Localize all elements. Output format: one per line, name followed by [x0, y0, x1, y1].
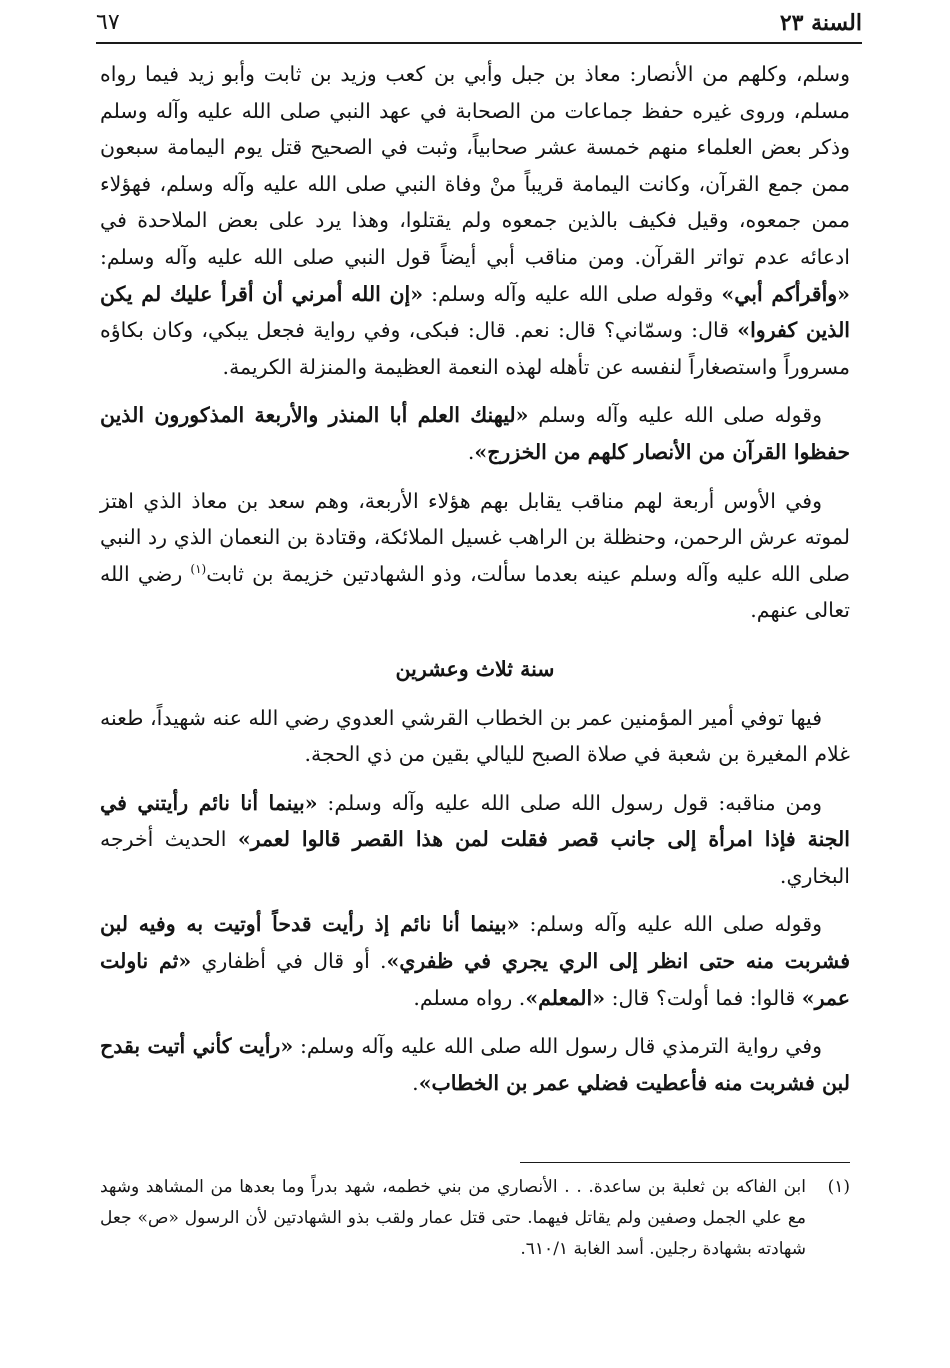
- page-number: ٦٧: [96, 10, 120, 35]
- paragraph-punct: .: [412, 1070, 419, 1095]
- paragraph-text: . أو قال في أظفاري: [201, 949, 387, 974]
- hadith-quote: «ليهنك العلم أبا المنذر والأربعة المذكورون الذين حفظوا القرآن من الأنصار كلهم من الخزرج»: [100, 403, 850, 464]
- paragraph-text: رضي الله تعالى عنهم.: [100, 561, 850, 623]
- paragraph-umar-milk: [100, 906, 850, 1016]
- paragraph-ubayy: [100, 56, 850, 385]
- paragraph-punct: .: [467, 439, 475, 464]
- paragraph-text: وفي رواية الترمذي قال رسول الله صلى الله عليه وآله وسلم:: [299, 1034, 822, 1059]
- hadith-quote: «المعلم»: [525, 985, 606, 1010]
- hadith-quote: «رأيت كأني أتيت بقدح لبن فشربت منه فأعطيت فضلي عمر بن الخطاب»: [100, 1034, 850, 1095]
- footnote-number: (١): [827, 1177, 850, 1197]
- paragraph-tirmidhi: [100, 1028, 850, 1101]
- paragraph-aws: [100, 483, 850, 629]
- footnote-divider: [520, 1162, 850, 1163]
- footnote-reference: (١): [190, 561, 207, 576]
- running-header: [96, 8, 862, 44]
- hadith-quote: «وأقرأكم أبي»: [721, 281, 850, 306]
- main-text: [100, 56, 850, 1101]
- running-title: السنة ٢٣: [779, 10, 862, 36]
- paragraph-umar-death: [100, 700, 850, 773]
- hadith-quote: «ثم ناولت عمر»: [100, 949, 850, 1010]
- hadith-quote: «بينما أنا نائم إذ رأيت قدحاً أوتيت به وفيه لبن فشربت منه حتى انظر إلى الري يجري في ظفري»: [100, 912, 850, 974]
- paragraph-text: الحديث أخرجه البخاري.: [100, 827, 850, 888]
- paragraph-text: فيها توفي أمير المؤمنين عمر بن الخطاب القرشي العدوي رضي الله عنه شهيداً، طعنه غلام المغيرة بن شعبة في صلاة الصبح لليالي بقين من ذي الحجة.: [100, 705, 850, 767]
- section-heading: سنة ثلاث وعشرين: [395, 656, 555, 681]
- paragraph-text: قالوا: فما أولت؟ قال:: [611, 985, 796, 1010]
- footnote-text: ابن الفاكه بن ثعلبة بن ساعدة. . . الأنصاري من بني خطمه، شهد بدراً وما بعدها من المشاهد وشهد مع علي الجمل وصفين ولم يقاتل فيهما. حتى قتل عمار ولقب بذو الشهادتين لأن الرسول «ص» جعل شهادته بشهادة رجلين. أسد الغابة ٦١٠/١.: [100, 1177, 806, 1259]
- hadith-quote: «بينما أنا نائم رأيتني في الجنة فإذا امرأة إلى جانب قصر فقلت لمن هذا القصر قالوا لعمر»: [100, 790, 850, 852]
- hadith-quote: «إن الله أمرني أن أقرأ عليك لم يكن الذين كفروا»: [100, 281, 851, 343]
- paragraph-text: وسلم، وكلهم من الأنصار: معاذ بن جبل وأبي بن كعب وزيد بن ثابت وأبو زيد فيما رواه مسلم، وروى غيره حفظ جماعات من الصحابة في عهد النبي صلى الله عليه وآله وسلم وذكر بعض العلماء منهم خمسة عشر صحابياً، وثبت في الصحيح قتل يوم اليمامة سبعون ممن جمع القرآن، وكانت اليمامة قريباً منْ وفاة النبي صلى الله عليه وآله وسلم، فهؤلاء ممن جمعوه، وقيل فكيف بالذين جمعوه ولم يقتلوا، وهذا يرد على بعض الملاحدة في ادعائه عدم تواتر القرآن. ومن مناقب أبي أيضاً قول النبي صلى الله عليه وآله وسلم:: [100, 62, 850, 269]
- paragraph-text: وقوله صلى الله عليه وآله وسلم:: [529, 912, 822, 937]
- paragraph-text: وقوله صلى الله عليه وآله وسلم: [538, 403, 822, 428]
- paragraph-abu-almundhir: [100, 397, 850, 470]
- paragraph-text: وفي الأوس أربعة لهم مناقب يقابل بهم هؤلاء الأربعة، وهم سعد بن معاذ الذي اهتز لموته عرش الرحمن، وحنظلة بن الراهب غسيل الملائكة، وقتادة بن النعمان الذي رد النبي صلى الله عليه وآله وسلم عينه بعدما سألت، وذو الشهادتين خزيمة بن ثابت: [100, 488, 850, 586]
- paragraph-umar-palace: [100, 785, 850, 895]
- paragraph-text: ومن مناقبه: قول رسول الله صلى الله عليه وآله وسلم:: [327, 790, 822, 815]
- paragraph-text: . رواه مسلم.: [413, 985, 526, 1010]
- paragraph-text: قال: وسمّاني؟ قال: نعم. قال: فبكى، وفي رواية فجعل يبكي، وكان بكاؤه مسروراً واستصغاراً لنفسه عن تأهله لهذه النعمة العظيمة والمنزلة الكريمة.: [100, 318, 850, 379]
- footnote: [100, 1172, 850, 1265]
- paragraph-text: وقوله صلى الله عليه وآله وسلم:: [431, 281, 714, 306]
